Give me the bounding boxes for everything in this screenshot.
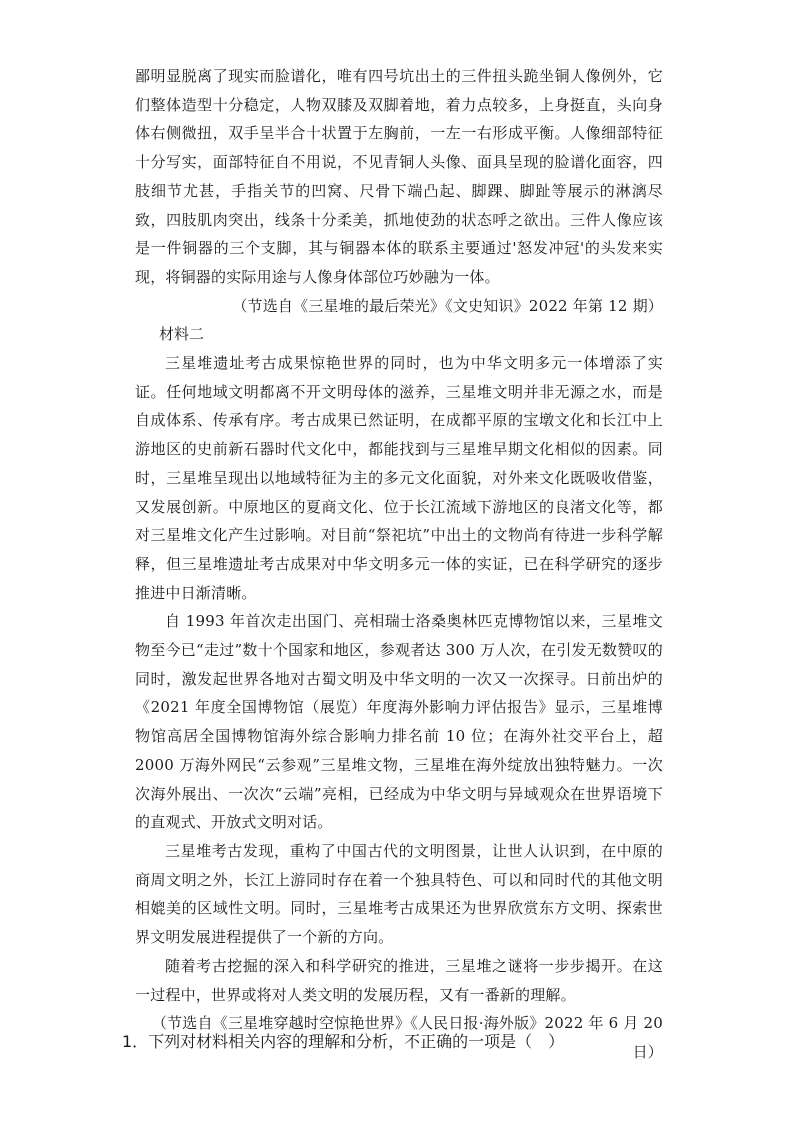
material1-source: （节选自《三星堆的最后荣光》《文史知识》2022 年第 12 期） bbox=[232, 296, 663, 315]
material2-paragraph-2: 自 1993 年首次走出国门、亮相瑞士洛桑奥林匹克博物馆以来，三星堆文物至今已“走过”数十个国家和地区，参观者达 300 万人次，在引发无数赞叹的同时，激发起世界各地对古蜀文明及中华文明的一次又一次探寻。日前出炉的《2021 年度全国博物馆（展览）年度海外影响力评估报告》显示，三星堆博物馆高居全国博物馆海外综合影响力排名前 10 位；在海外社交平台上，超 2000 万海外网民“云参观”三星堆文物，三星堆在海外绽放出独特魅力。一次次海外展出、一次次“云端”亮相，已经成为中华文明与异域观众在世界语境下的直观式、开放式文明对话。 bbox=[135, 612, 663, 832]
question-1-stem: 1．下列对材料相关内容的理解和分析，不正确的一项是（ ） bbox=[122, 1032, 565, 1051]
material2-paragraph-4: 随着考古挖掘的深入和科学研究的推进，三星堆之谜将一步步揭开。在这一过程中，世界或将对人类文明的发展历程，又有一番新的理解。 bbox=[135, 956, 663, 1004]
material2-paragraph-3: 三星堆考古发现，重构了中国古代的文明图景，让世人认识到，在中原的商周文明之外，长江上游同时存在着一个独具特色、可以和同时代的其他文明相媲美的区域性文明。同时，三星堆考古成果还为世界欣赏东方文明、探索世界文明发展进程提供了一个新的方向。 bbox=[135, 841, 663, 947]
material2-label: 材料二 bbox=[159, 325, 205, 344]
material1-paragraph-tail: 鄙明显脱离了现实而脸谱化，唯有四号坑出土的三件扭头跪坐铜人像例外，它们整体造型十分稳定，人物双膝及双脚着地，着力点较多，上身挺直，头向身体右侧微扭，双手呈半合十状置于左胸前，一左一右形成平衡。人像细部特征十分写实，面部特征自不用说，不见青铜人头像、面具呈现的脸谱化面容，四肢细节尤甚，手指关节的凹窝、尺骨下端凸起、脚踝、脚趾等展示的淋漓尽致，四肢肌肉突出，线条十分柔美，抓地使劲的状态呼之欲出。三件人像应该是一件铜器的三个支脚，其与铜器本体的联系主要通过'怒发冲冠'的头发来实现，将铜器的实际用途与人像身体部位巧妙融为一体。 bbox=[135, 67, 663, 286]
article-body bbox=[135, 62, 663, 1067]
material2-paragraph-1: 三星堆遗址考古成果惊艳世界的同时，也为中华文明多元一体增添了实证。任何地域文明都离不开文明母体的滋养，三星堆文明并非无源之水，而是自成体系、传承有序。考古成果已然证明，在成都平原的宝墩文化和长江中上游地区的史前新石器时代文化中，都能找到与三星堆早期文化相似的因素。同时，三星堆呈现出以地域特征为主的多元文化面貌，对外来文化既吸收借鉴，又发展创新。中原地区的夏商文化、位于长江流域下游地区的良渚文化等，都对三星堆文化产生过影响。对目前“祭祀坑”中出土的文物尚有待进一步科学解释，但三星堆遗址考古成果对中华文明多元一体的实证，已在科学研究的逐步推进中日渐清晰。 bbox=[135, 354, 663, 602]
material2-source: （节选自《三星堆穿越时空惊艳世界》《人民日报·海外版》2022 年 6 月 20 日） bbox=[151, 1014, 663, 1061]
